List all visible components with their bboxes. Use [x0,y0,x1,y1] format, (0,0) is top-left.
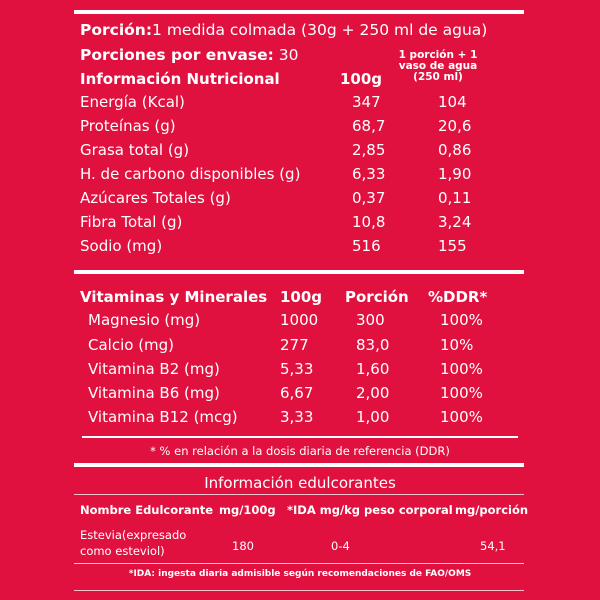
serving-value: 1 medida colmada (30g + 250 ml de agua) [152,21,488,39]
sweetener-header-ida: *IDA mg/kg peso corporal [287,503,453,517]
vitamin-row [88,336,518,356]
nutrient-portion-value: 104 [438,93,467,111]
nutrient-100g-value: 0,37 [352,189,386,207]
nutrient-100g-value: 6,33 [352,165,386,183]
ddr-footnote: * % en relación a la dosis diaria de referencia (DDR) [150,444,450,458]
nutrient-portion-value: 3,24 [438,213,472,231]
ida-note: *IDA: ingesta diaria admisible según recomendaciones de FAO/OMS [128,569,472,579]
nutrition-row [80,237,520,257]
nutrition-row [80,165,520,185]
serving-size [80,21,487,39]
nutrient-label: Energía (Kcal) [80,93,185,111]
nutrient-100g-value: 347 [352,93,381,111]
vitamin-ddr-value: 100% [440,360,483,378]
sweetener-ida-value: 0-4 [331,539,350,553]
vitamin-label: Vitamina B6 (mg) [88,384,220,402]
nutrient-100g-value: 516 [352,237,381,255]
vitamin-100g-value: 6,67 [280,384,314,402]
nutrition-row [80,213,520,233]
nutrient-portion-value: 1,90 [438,165,472,183]
nutrient-portion-value: 0,11 [438,189,472,207]
nutrient-portion-value: 0,86 [438,141,472,159]
sweetener-100g-value: 180 [232,539,254,553]
vitamin-row [88,384,518,404]
nutrient-portion-value: 155 [438,237,467,255]
vitamin-portion-value: 1,60 [356,360,390,378]
vitamin-row [88,311,518,331]
vitamin-100g-value: 5,33 [280,360,314,378]
top-rule [74,10,524,14]
vitamin-row [88,360,518,380]
vitamin-ddr-value: 10% [440,336,474,354]
vitamins-header-100g: 100g [280,288,323,306]
vitamin-ddr-value: 100% [440,384,483,402]
sweetener-portion-value: 54,1 [480,539,506,553]
serving-label: Porción: [80,21,153,39]
nutrient-label: Azúcares Totales (g) [80,189,231,207]
sweetener-header-100g: mg/100g [219,503,276,517]
vitamins-header-label: Vitaminas y Minerales [80,288,268,306]
nutrition-row [80,141,520,161]
vitamin-label: Calcio (mg) [88,336,175,354]
vitamin-label: Magnesio (mg) [88,311,201,329]
nutrient-portion-value: 20,6 [438,117,472,135]
sweeteners-table-rule [74,563,524,564]
bottom-rule [74,590,524,591]
vitamins-header-ddr: %DDR* [428,288,488,306]
vitamins-header-portion: Porción [345,288,409,306]
nutrition-row [80,93,520,113]
vitamin-100g-value: 1000 [280,311,319,329]
nutrition-header-label: Información Nutricional [80,70,280,88]
vitamin-row [88,408,518,428]
nutrient-100g-value: 10,8 [352,213,386,231]
sweetener-header-portion: mg/porción [455,503,529,517]
nutrient-label: Proteínas (g) [80,117,176,135]
nutrition-divider [74,270,524,274]
nutrient-label: Sodio (mg) [80,237,163,255]
servings-value: 30 [273,46,299,64]
nutrient-label: Grasa total (g) [80,141,190,159]
sweetener-header-name: Nombre Edulcorante [80,503,214,517]
nutrient-label: Fibra Total (g) [80,213,183,231]
vitamins-divider [82,436,518,438]
vitamin-portion-value: 2,00 [356,384,390,402]
sweeteners-divider [74,463,524,467]
vitamin-100g-value: 3,33 [280,408,314,426]
sweetener-name: Estevia(expresado como esteviol) [80,528,187,558]
nutrition-row [80,117,520,137]
servings-label: Porciones por envase: [80,46,274,64]
vitamin-ddr-value: 100% [440,408,483,426]
sweeteners-title-underline [74,494,524,495]
nutrient-100g-value: 2,85 [352,141,386,159]
nutrition-header-portion: 1 porción + 1 vaso de agua (250 ml) [398,49,478,83]
sweeteners-title: Información edulcorantes [204,474,396,492]
nutrient-label: H. de carbono disponibles (g) [80,165,301,183]
vitamin-ddr-value: 100% [440,311,483,329]
nutrient-100g-value: 68,7 [352,117,386,135]
nutrition-row [80,189,520,209]
vitamin-portion-value: 300 [356,311,385,329]
vitamin-portion-value: 1,00 [356,408,390,426]
vitamin-portion-value: 83,0 [356,336,390,354]
servings-per-package [80,46,298,64]
vitamin-label: Vitamina B12 (mcg) [88,408,238,426]
vitamin-label: Vitamina B2 (mg) [88,360,220,378]
nutrition-header-100g: 100g [340,70,383,88]
vitamin-100g-value: 277 [280,336,309,354]
